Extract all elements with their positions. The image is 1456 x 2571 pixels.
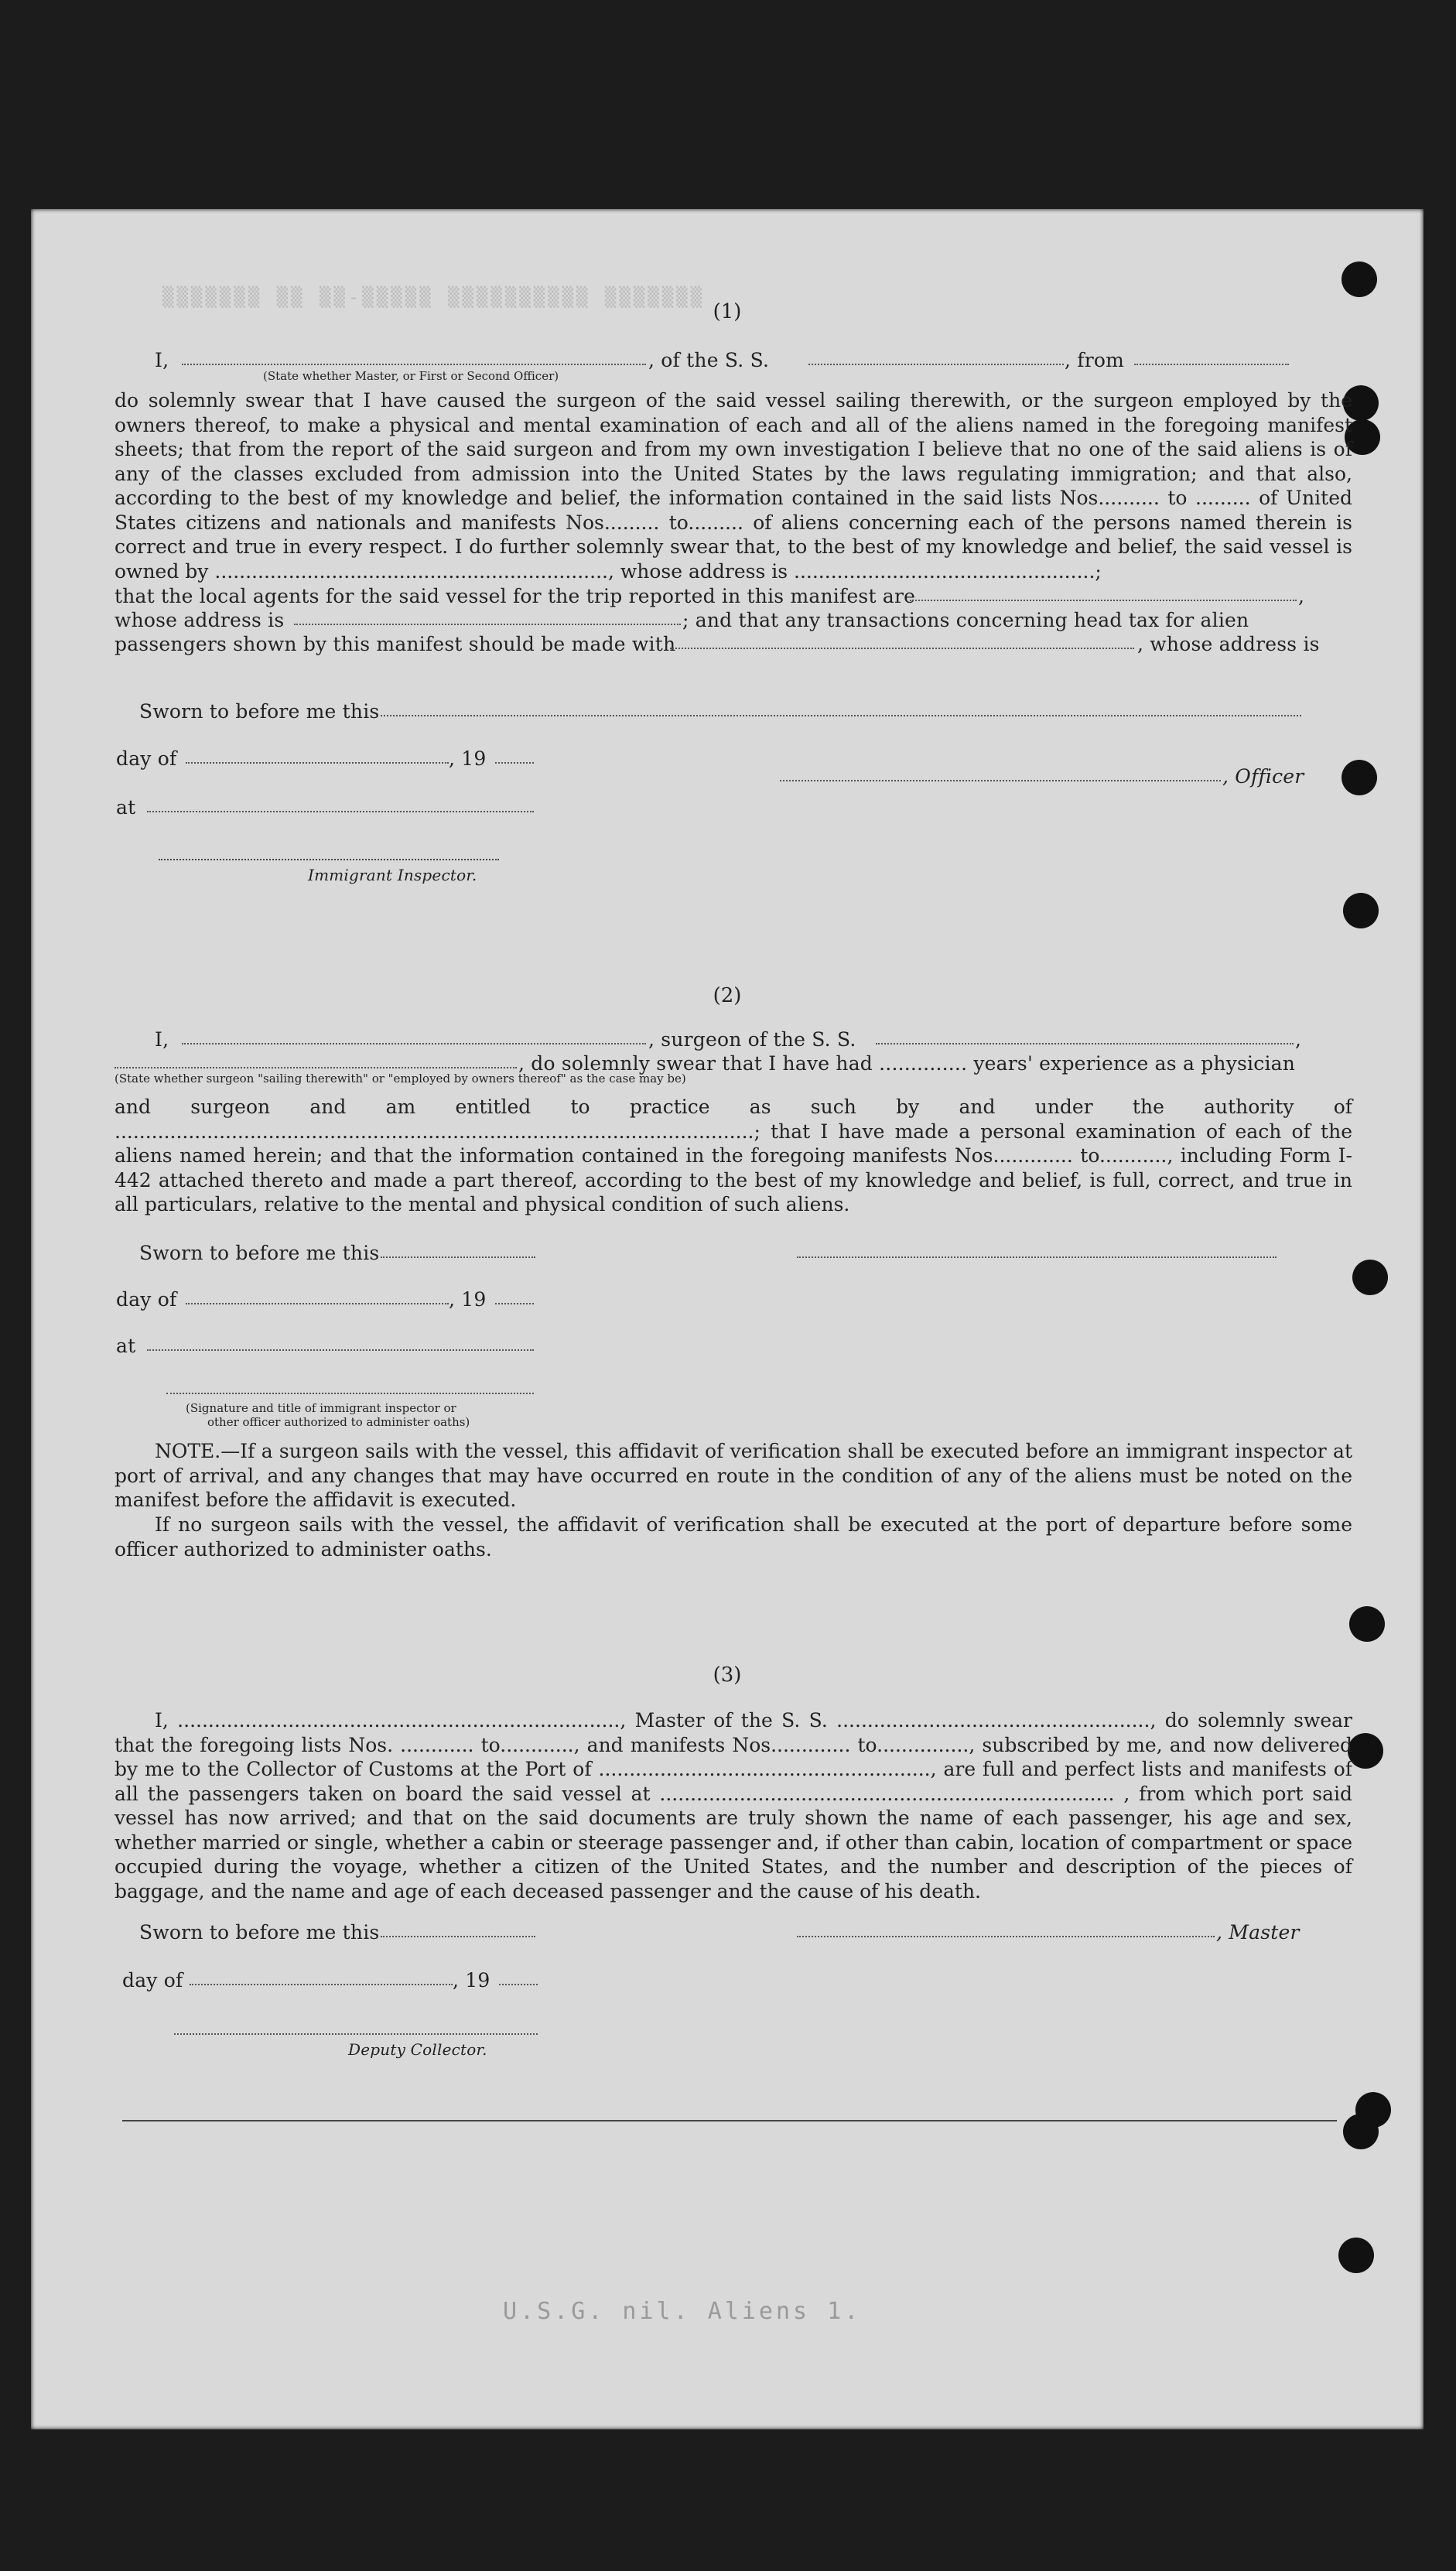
s1-inspector-signature xyxy=(159,859,499,860)
punch-hole xyxy=(1352,1260,1388,1295)
s2-at-field xyxy=(147,1349,534,1351)
s1-passengers-text: passengers shown by this manifest should be made with xyxy=(114,633,676,655)
s3-year-label: , 19 xyxy=(453,1969,490,1991)
s1-address-field xyxy=(294,624,681,625)
s1-vessel-field xyxy=(808,364,1064,365)
s1-sworn-field xyxy=(381,715,1301,716)
s2-sig-caption-2: other officer authorized to administer oaths) xyxy=(207,1415,470,1429)
s2-line2: , do solemnly swear that I have had .............. years' experience as a physician xyxy=(518,1052,1296,1075)
manifest-back-page xyxy=(31,209,1424,2429)
s2-body-text: and surgeon and am entitled to practice as such by and under the authority of ........................................................................................................; that I have made a personal examination of each of the aliens named herein; and that the information contained in the foregoing manifests Nos............. to..........., including Form I-442 attached thereto and made a part thereof, according to the best of my knowledge and belief, is full, correct, and true in all particulars, relative to the mental and physical condition of such aliens. xyxy=(114,1096,1352,1215)
s2-sworn-field xyxy=(381,1256,535,1258)
section-2-number: (2) xyxy=(713,984,742,1007)
s3-master-signature xyxy=(797,1936,1215,1937)
s1-officer-signature xyxy=(780,780,1221,781)
s1-officer-field xyxy=(182,364,646,365)
s2-line1-i: I, xyxy=(155,1028,169,1051)
punch-hole xyxy=(1342,262,1377,297)
form-footer: U.S.G. nil. Aliens 1. xyxy=(503,2298,862,2325)
s2-sig-caption-1: (Signature and title of immigrant inspector or xyxy=(186,1401,456,1415)
s2-year-field xyxy=(495,1303,534,1304)
s3-day-label: day of xyxy=(122,1969,183,1991)
s1-line1-ss: , of the S. S. xyxy=(648,349,770,371)
s3-day-field xyxy=(190,1984,453,1985)
s1-agents-text: that the local agents for the said vessel for the trip reported in this manifest are xyxy=(114,585,916,607)
s1-line1-i: I, xyxy=(155,349,169,371)
section-3-number: (3) xyxy=(713,1663,742,1687)
s1-body xyxy=(114,388,1352,583)
s1-year-label: , 19 xyxy=(449,747,487,770)
s1-officer-label: , Officer xyxy=(1222,765,1304,788)
s3-deputy-signature xyxy=(174,2033,538,2035)
s2-name-field xyxy=(182,1043,646,1044)
s1-body-text: do solemnly swear that I have caused the surgeon of the said vessel sailing therewith, or the surgeon employed by the owners thereof, to make a physical and mental examination of each and all of the aliens named in the foregoing manifest sheets; that from the report of the said surgeon and from my own investigation I believe that no one of the said aliens is of any of the classes excluded from admission into the United States by the laws regulating immigration; and that also, according to the best of my knowledge and belief, the information contained in the said lists Nos.......... to ......... of United States citizens and nationals and manifests Nos......... to......... of aliens concerning each of the persons named therein is correct and true in every respect. I do further solemnly swear that, to the best of my knowledge and belief, the said vessel is owned by ................................................................, whose address is .................................................; xyxy=(114,389,1352,583)
s1-whose-address: , whose address is xyxy=(1137,633,1320,655)
punch-hole xyxy=(1342,760,1377,795)
s2-note xyxy=(114,1439,1352,1513)
s1-sworn-label: Sworn to before me this xyxy=(139,700,380,723)
s3-sworn-field xyxy=(381,1936,535,1937)
punch-hole xyxy=(1338,2238,1374,2273)
s1-at-label: at xyxy=(116,796,136,819)
note-body: —If a surgeon sails with the vessel, this affidavit of verification shall be executed before an immigrant inspector at port of arrival, and any changes that may have occurred en route in the condition of any of the aliens must be noted on the manifest before the affidavit is executed. xyxy=(114,1440,1352,1511)
s3-year-field xyxy=(499,1984,538,1985)
s1-year-field xyxy=(495,762,534,764)
s2-body xyxy=(114,1095,1352,1217)
bottom-rule xyxy=(122,2120,1337,2121)
s1-line1-from: , from xyxy=(1065,349,1125,371)
s1-address-label: whose address is xyxy=(114,609,285,631)
s1-day-label: day of xyxy=(116,747,177,770)
s1-day-field xyxy=(186,762,449,764)
s2-day-field xyxy=(186,1303,449,1304)
s2-note2-text: If no surgeon sails with the vessel, the affidavit of verification shall be executed at the port of departure before some officer authorized to administer oaths. xyxy=(114,1513,1352,1561)
s1-agents-comma: , xyxy=(1298,585,1305,607)
section-1-number: (1) xyxy=(713,300,742,323)
s3-body-text: I, ........................................................................, Master of the S. S. ..................................................., do solemnly swear that the foregoing lists Nos. ............ to............, and manifests Nos............. to..............., subscribed by me, and now delivered by me to the Collector of Customs at the Port of ......................................................, are full and perfect lists and manifests of all the passengers taken on board the said vessel at .......................................................................... , from which port said vessel has now arrived; and that on the said documents are truly shown the name of each passenger, his age and sex, whether married or single, whether a cabin or steerage passenger and, if other than cabin, location of compartment or space occupied during the voyage, whether a citizen of the United States, and the number and description of the pieces of baggage, and the name and age of each deceased passenger and the cause of his death. xyxy=(114,1709,1352,1903)
s3-body xyxy=(114,1708,1352,1903)
s3-deputy-label: Deputy Collector. xyxy=(348,2040,487,2059)
s3-master-label: , Master xyxy=(1216,1921,1300,1944)
s2-vessel-field xyxy=(876,1043,1294,1044)
punch-hole xyxy=(1349,1606,1385,1642)
s2-line1-ss: , surgeon of the S. S. xyxy=(648,1028,856,1051)
s2-sworn-label: Sworn to before me this xyxy=(139,1242,380,1264)
s1-inspector-label: Immigrant Inspector. xyxy=(308,866,477,884)
s2-signature-field xyxy=(797,1256,1277,1258)
s2-note-text xyxy=(114,1439,1352,1513)
s2-inspector-signature xyxy=(166,1393,534,1394)
s1-officer-caption: (State whether Master, or First or Second Officer) xyxy=(263,369,559,383)
punch-hole xyxy=(1348,1733,1383,1769)
note-label: NOTE. xyxy=(155,1440,221,1462)
s2-line1-comma: , xyxy=(1295,1028,1302,1051)
s1-at-field xyxy=(147,811,534,812)
s1-headtax-text: ; and that any transactions concerning head tax for alien xyxy=(682,609,1249,631)
punch-hole xyxy=(1343,2114,1379,2149)
s3-sworn-label: Sworn to before me this xyxy=(139,1921,380,1944)
bleed-through-stamp: ▒▒▒▒▒▒▒ ▒▒ ▒▒-▒▒▒▒▒ ▒▒▒▒▒▒▒▒▒▒ ▒▒▒▒▒▒▒ xyxy=(162,286,706,308)
punch-hole xyxy=(1343,893,1379,928)
s2-year-label: , 19 xyxy=(449,1288,487,1311)
s2-note2 xyxy=(114,1513,1352,1561)
s1-from-field xyxy=(1134,364,1289,365)
s2-surgeon-type-field xyxy=(114,1067,517,1068)
s2-caption: (State whether surgeon "sailing therewith" or "employed by owners thereof" as the case may be) xyxy=(114,1072,686,1085)
s1-passengers-field xyxy=(670,648,1134,649)
s2-at-label: at xyxy=(116,1335,136,1357)
s2-day-label: day of xyxy=(116,1288,177,1311)
s1-agents-field xyxy=(910,600,1297,601)
